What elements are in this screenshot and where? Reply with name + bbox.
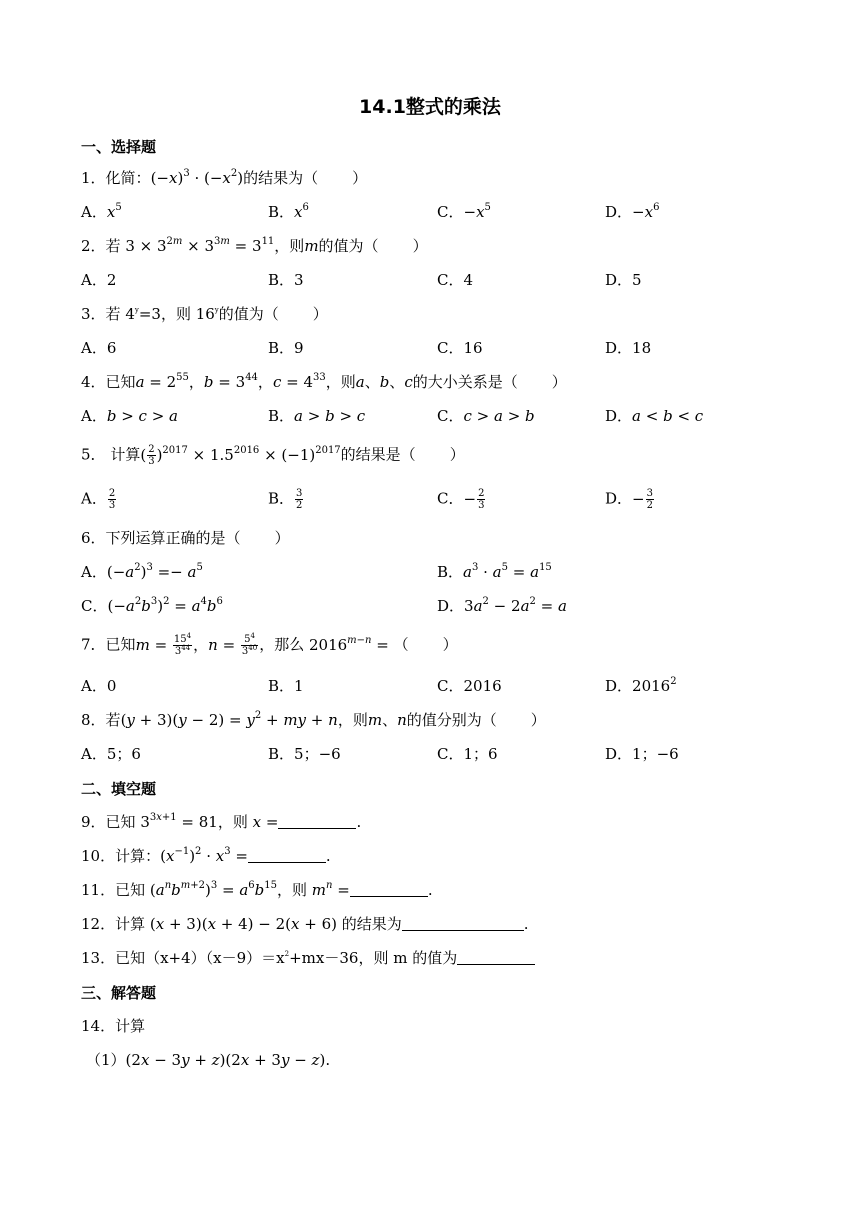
question-number: 4．: [81, 373, 106, 391]
option-label: D．: [605, 407, 633, 425]
question-number: 3．: [81, 305, 106, 323]
option-a: [81, 406, 178, 426]
question-text: 计算: [115, 1017, 146, 1035]
question-text: ）: [551, 373, 567, 391]
question-text: 计算: [105, 445, 141, 464]
math-expression: $m^n$ =: [311, 880, 350, 899]
question-text: ）: [449, 445, 465, 464]
math-expression: x =: [252, 813, 279, 831]
question-3: 3．若 $4^y=3$，则 16$^y$的值为（ ）: [81, 305, 328, 323]
question-5: [81, 444, 465, 467]
math-expression: $(x^{-1})^2 \cdot x^3$ =: [160, 846, 248, 865]
option-label: A．: [81, 203, 107, 221]
question-text: ，则: [217, 813, 253, 831]
question-text: 化简：: [105, 169, 151, 187]
question-text: 的结果为（: [243, 169, 319, 187]
option-a: A．6: [81, 339, 117, 357]
option-label: C．: [437, 489, 464, 508]
question-number: 7．: [81, 635, 106, 654]
option-a: [81, 562, 203, 582]
option-label: C．: [437, 203, 464, 221]
option-d: [605, 202, 659, 222]
answer-blank[interactable]: [402, 916, 524, 931]
question-7: [81, 634, 458, 657]
option-b: [437, 562, 552, 582]
math-expression: $3a^2 - 2a^2 = a$: [464, 596, 567, 615]
question-text: 已知: [105, 813, 141, 831]
option-d: D．5: [605, 271, 642, 289]
question-text: 已知（x+4）（x－9）＝x: [115, 949, 285, 967]
question-11: [81, 880, 433, 900]
question-text: ）: [412, 237, 428, 255]
question-number: 12．: [81, 915, 116, 933]
question-8: [81, 710, 546, 730]
option-b: B．9: [268, 339, 304, 357]
question-text: ，则: [277, 881, 312, 899]
option-a: A．2: [81, 271, 117, 289]
option-label: D．: [605, 203, 633, 221]
math-expression: $(-x)^3 \cdot (-x^2)$: [150, 168, 244, 187]
option-d: [437, 596, 567, 616]
option-c: [437, 406, 535, 426]
math-expression: ( $\frac{2}{3}$ )$^{2017} \times 1.5^{2016} \times (-1)^{2017}$: [140, 444, 341, 467]
option-b: B．3: [268, 271, 304, 289]
question-text: 若: [105, 237, 126, 255]
math-expression: c > a > b: [463, 407, 535, 425]
question-number: 9．: [81, 813, 106, 831]
question-text: ）: [352, 169, 368, 187]
math-expression: (2x − 3y + z)(2x + 3y − z): [125, 1051, 326, 1069]
question-13: 13．已知$(x+4)(x-9)=x^2+mx-36$，则 m 的值为: [81, 948, 535, 968]
option-b: B．5；−6: [268, 745, 341, 763]
question-14-part-1: [86, 1050, 330, 1070]
answer-blank[interactable]: [457, 950, 535, 965]
option-d: [605, 406, 703, 426]
option-label: B．: [268, 407, 295, 425]
option-c: C．4: [437, 271, 474, 289]
question-text: 已知: [105, 635, 136, 654]
question-text: ，那么: [259, 635, 309, 654]
option-c: [437, 488, 486, 511]
punctuation: .: [523, 915, 529, 933]
option-b: [268, 406, 365, 426]
option-label: C．: [81, 597, 108, 615]
math-expression: $-x^5$: [463, 202, 491, 221]
question-text: ）: [312, 305, 328, 323]
question-14: [81, 1016, 145, 1036]
option-a: [81, 488, 117, 511]
question-4: [81, 372, 567, 392]
question-text: 的结果是（: [340, 445, 416, 464]
question-text: 若: [105, 711, 121, 729]
option-d: D．2016$^2$: [605, 676, 677, 695]
option-b: B．1: [268, 677, 304, 695]
option-d: D．1；−6: [605, 745, 679, 763]
math-expression: $a = 2^{55}$，$b = 3^{44}$，$c = 4^{33}$，则a、b、c: [135, 372, 413, 391]
question-10: [81, 846, 331, 866]
question-number: 11．: [81, 881, 116, 899]
punctuation: .: [356, 813, 362, 831]
answer-blank[interactable]: [278, 814, 356, 829]
question-text: 已知: [105, 373, 136, 391]
punctuation: .: [325, 1051, 331, 1069]
question-text: 计算：: [115, 847, 161, 865]
option-c: [437, 202, 491, 222]
question-9: [81, 812, 361, 832]
question-text: 的值为（: [218, 305, 279, 323]
option-label: A．: [81, 563, 107, 581]
question-number: 13．: [81, 949, 116, 967]
question-text: ）: [274, 529, 290, 547]
section-heading-solve: 三、解答题: [81, 984, 157, 1002]
question-text: 的值分别为（: [406, 711, 497, 729]
option-b: [268, 488, 304, 511]
math-expression: $3^{3x+1} = 81$: [140, 812, 218, 831]
option-a: A．0: [81, 677, 117, 695]
option-label: B．: [268, 489, 295, 508]
sub-question-number: （1）: [86, 1051, 126, 1069]
option-label: D．: [605, 489, 633, 508]
punctuation: .: [427, 881, 433, 899]
option-d: [605, 488, 655, 511]
option-c: C．1；6: [437, 745, 498, 763]
answer-blank[interactable]: [350, 882, 428, 897]
answer-blank[interactable]: [248, 848, 326, 863]
math-expression: b > c > a: [106, 407, 178, 425]
option-label: B．: [268, 203, 295, 221]
question-text: 若 4: [105, 305, 135, 323]
question-number: 6．: [81, 529, 106, 547]
option-c: C．2016: [437, 677, 502, 695]
question-text: =3，则 16: [138, 305, 215, 323]
math-expression: (x + 3)(x + 4) − 2(x + 6): [149, 915, 337, 933]
question-text: ，则: [274, 237, 305, 255]
math-expression: − $\frac{2}{3}$: [463, 488, 485, 511]
option-label: A．: [81, 407, 107, 425]
math-expression: $-x^6$: [632, 202, 660, 221]
math-expression: $(a^nb^{m+2})^3 = a^6b^{15}$: [149, 880, 277, 899]
punctuation: .: [325, 847, 331, 865]
question-12: [81, 914, 529, 934]
question-text: 的结果为: [337, 915, 402, 933]
option-a: [81, 202, 122, 222]
fraction: $\frac{2}{3}$: [108, 488, 116, 511]
option-label: C．: [437, 407, 464, 425]
question-text: 的值为（: [318, 237, 379, 255]
option-label: D．2016: [605, 677, 671, 695]
math-expression: − $\frac{3}{2}$: [632, 488, 653, 511]
option-label: A．: [81, 489, 107, 508]
question-text: 下列运算正确的是（: [105, 529, 241, 547]
math-expression: m = $\frac{15^4}{3^{44}}$ ，n = $\frac{5^4}{3^{40}}$: [135, 632, 258, 657]
math-expression: $2016^{m-n}$ =: [308, 634, 394, 654]
math-expression: $(y + 3)(y - 2) = y^2$ + my + n，则m、n: [120, 710, 407, 729]
question-text: 计算: [115, 915, 150, 933]
question-1: [81, 168, 367, 188]
math-variable: m: [304, 237, 319, 255]
question-text: ）: [530, 711, 546, 729]
option-label: B．: [437, 563, 464, 581]
section-heading-fill-in: 二、填空题: [81, 780, 157, 798]
option-a: A．5；6: [81, 745, 141, 763]
math-expression: $(-a^2)^3 =- a^5$: [106, 562, 203, 581]
question-text: （: [393, 635, 409, 654]
question-text: +mx－36，则 m 的值为: [289, 949, 458, 967]
math-expression: a < b < c: [632, 407, 704, 425]
option-d: D．18: [605, 339, 652, 357]
option-c: [81, 596, 223, 616]
question-text: 已知: [115, 881, 150, 899]
option-c: C．16: [437, 339, 483, 357]
math-expression: $x^6$: [294, 202, 309, 221]
question-number: 10．: [81, 847, 116, 865]
question-text: 的大小关系是（: [412, 373, 518, 391]
math-expression: $a^3 \cdot a^5 = a^{15}$: [463, 562, 552, 581]
question-text: ）: [442, 635, 458, 654]
math-expression: $(-a^2b^3)^2 = a^4b^6$: [107, 596, 223, 615]
question-2: [81, 236, 428, 256]
question-number: 8．: [81, 711, 106, 729]
question-number: 2．: [81, 237, 106, 255]
option-label: D．: [437, 597, 465, 615]
question-number: 14．: [81, 1017, 116, 1035]
fraction: $\frac{3}{2}$: [296, 488, 303, 511]
math-expression: $3 \times 3^{2m} \times 3^{3m} = 3^{11}$: [125, 236, 275, 255]
section-heading-choice: 一、选择题: [81, 138, 157, 156]
page-title: 14.1整式的乘法: [359, 96, 501, 118]
math-expression: $x^5$: [106, 202, 122, 221]
question-number: 1．: [81, 169, 106, 187]
option-b: [268, 202, 309, 222]
question-6: [81, 528, 290, 548]
math-expression: a > b > c: [294, 407, 366, 425]
question-number: 5．: [81, 445, 106, 464]
